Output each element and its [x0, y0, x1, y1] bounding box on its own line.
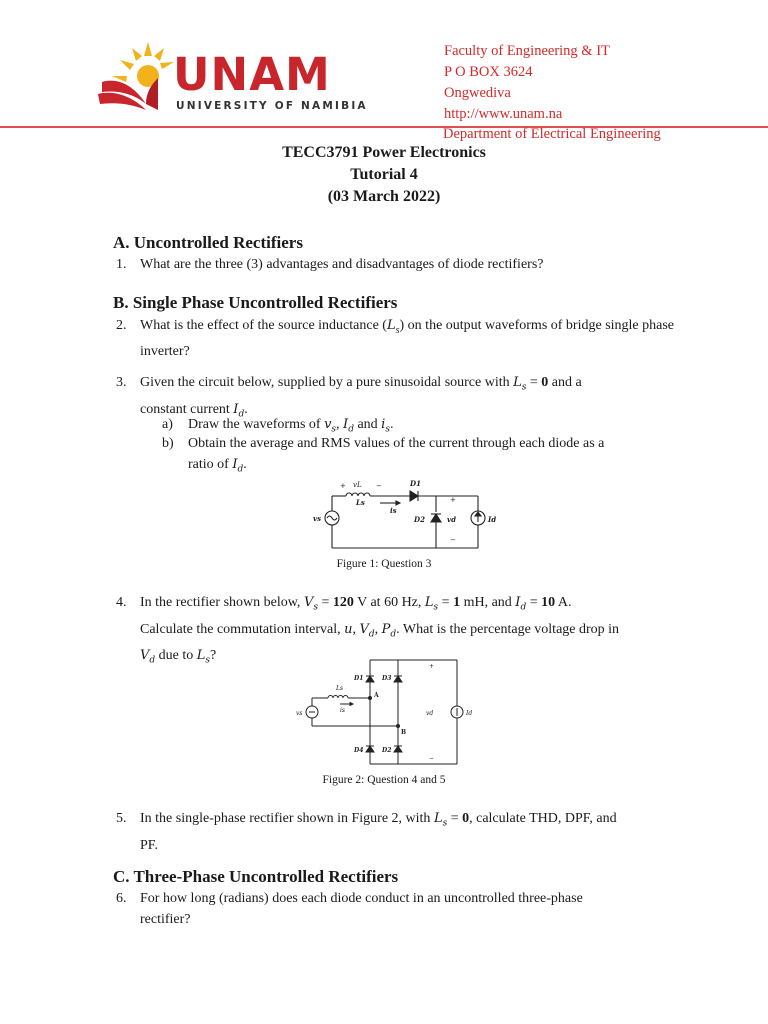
question-3: 3. Given the circuit below, supplied by a pure sinusoidal source with $L_s = 0$ and a constant current $I_d$. — [116, 375, 582, 420]
figure-2-circuit — [292, 656, 478, 768]
fig1-label-Id: Id — [488, 515, 497, 524]
tutorial-title: Tutorial 4 — [350, 166, 418, 183]
address-line: P O BOX 3624 — [444, 64, 533, 80]
svg-text:−: − — [450, 536, 456, 544]
fig1-label-Ls: Ls — [356, 498, 365, 507]
fig1-label-vd: vd — [447, 515, 456, 524]
question-3a: a) — [162, 417, 173, 432]
fig1-label-vL: vL — [353, 481, 362, 489]
fig2-label-is: is — [340, 707, 345, 714]
question-6: 6. For how long (radians) does each diode conduct in an uncontrolled three-phase rectifier? — [116, 891, 583, 927]
question-2: 2. What is the effect of the source inductance $(L_s)$ on the output waveforms of bridge single phase inverter? — [116, 318, 675, 359]
course-title: TECC3791 Power Electronics — [282, 144, 486, 161]
address-line: Ongwediva — [444, 85, 511, 101]
tutorial-date: (03 March 2022) — [327, 188, 441, 205]
svg-text:−: − — [429, 755, 435, 762]
fig2-label-vd: vd — [426, 710, 434, 717]
fig2-label-B: B — [401, 729, 407, 736]
question-4: 4. In the rectifier shown below, $V_s = 120$ V at 60 Hz, $L_s = 1$ mH, and $I_d = 10$ A. Calculate the commutation interval, u, $V_d$, $P_d$. What is the percentage voltage drop in $V_d$ due to $L_s$? — [116, 595, 620, 666]
svg-text:+: + — [450, 496, 456, 504]
svg-text:+: + — [340, 482, 346, 490]
section-b-heading: B. Single Phase Uncontrolled Rectifiers — [113, 293, 398, 312]
fig2-label-Id: Id — [466, 710, 473, 717]
address-link[interactable]: http://www.unam.na — [444, 106, 563, 122]
department-name: Department of Electrical Engineering — [443, 126, 661, 142]
fig1-label-is: is — [390, 506, 397, 515]
logo-subtitle: UNIVERSITY OF NAMIBIA — [176, 100, 368, 112]
address-line: Faculty of Engineering & IT — [444, 43, 610, 59]
fig2-label-D4: D4 — [354, 747, 364, 754]
figure-1-circuit — [310, 472, 510, 554]
fig1-label-D1: D1 — [410, 479, 421, 488]
fig1-label-vs: vs — [313, 514, 322, 523]
fig2-label-Ls: Ls — [336, 685, 344, 692]
figure-2-caption: Figure 2: Question 4 and 5 — [322, 774, 446, 786]
address-block — [444, 41, 610, 125]
fig2-label-A: A — [374, 692, 379, 699]
question-5: 5. In the single-phase rectifier shown in Figure 2, with $L_s = 0$, calculate THD, DPF, and PF. — [116, 811, 617, 853]
svg-text:+: + — [429, 663, 435, 670]
logo-wordmark: UNAM — [173, 48, 331, 101]
fig2-label-vs: vs — [296, 710, 303, 717]
section-a-heading: A. Uncontrolled Rectifiers — [113, 233, 303, 252]
fig2-label-D1: D1 — [354, 675, 364, 682]
fig1-label-D2: D2 — [414, 515, 425, 524]
fig2-label-D2: D2 — [382, 747, 392, 754]
svg-text:−: − — [376, 482, 382, 490]
section-c-heading: C. Three-Phase Uncontrolled Rectifiers — [113, 867, 399, 886]
figure-1-caption: Figure 1: Question 3 — [336, 558, 432, 570]
fig2-label-D3: D3 — [382, 675, 392, 682]
question-3b: b) — [162, 436, 174, 451]
